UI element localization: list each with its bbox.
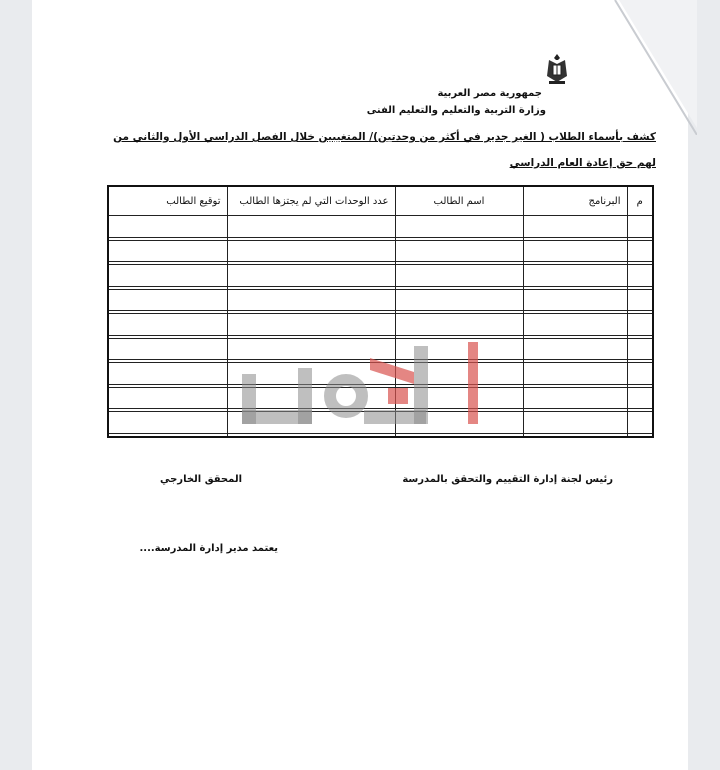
table-cell-student-name [395, 314, 523, 339]
table-cell-signature [108, 265, 227, 290]
table-cell-student-name [395, 216, 523, 241]
table-cell-signature [108, 289, 227, 314]
table-cell-signature [108, 240, 227, 265]
table-cell-number [627, 289, 653, 314]
table-row [108, 240, 653, 265]
header-ministry: وزارة التربية والتعليم والتعليم الفنى [366, 105, 546, 116]
table-cell-signature [108, 363, 227, 388]
table-cell-number [627, 240, 653, 265]
table-cell-program [523, 314, 627, 339]
table-cell-program [523, 265, 627, 290]
table-cell-program [523, 412, 627, 437]
table-cell-signature [108, 338, 227, 363]
column-header-student-name: اسم الطالب [395, 186, 523, 216]
table-row [108, 289, 653, 314]
column-header-failed-units: عدد الوحدات التي لم يجتزها الطالب [227, 186, 395, 216]
table-cell-number [627, 338, 653, 363]
table-cell-program [523, 289, 627, 314]
table-cell-number [627, 216, 653, 241]
table-cell-failed-units [227, 314, 395, 339]
table-row [108, 216, 653, 241]
table-cell-student-name [395, 240, 523, 265]
table-cell-number [627, 314, 653, 339]
table-cell-failed-units [227, 289, 395, 314]
table-cell-student-name [395, 265, 523, 290]
table-cell-number [627, 412, 653, 437]
table-cell-number [627, 387, 653, 412]
column-header-number: م [627, 186, 653, 216]
table-row [108, 265, 653, 290]
table-cell-student-name [395, 289, 523, 314]
footer-approval: يعتمد مدير إدارة المدرسة.... [139, 543, 278, 554]
page-fold-shadow [607, 0, 697, 135]
footer-external-verifier: المحقق الخارجي [159, 474, 242, 485]
table-cell-failed-units [227, 240, 395, 265]
kashkol-watermark-logo [238, 338, 488, 430]
eagle-emblem-icon [543, 52, 571, 86]
table-cell-number [627, 363, 653, 388]
column-header-program: البرنامج [523, 186, 627, 216]
table-cell-program [523, 216, 627, 241]
table-cell-signature [108, 412, 227, 437]
table-row [108, 314, 653, 339]
table-cell-signature [108, 387, 227, 412]
table-cell-program [523, 338, 627, 363]
table-cell-program [523, 363, 627, 388]
footer-committee-head: رئيس لجنة إدارة التقييم والتحقق بالمدرسة [402, 474, 613, 485]
table-cell-program [523, 387, 627, 412]
column-header-student-signature: توقيع الطالب [108, 186, 227, 216]
table-cell-signature [108, 314, 227, 339]
table-cell-failed-units [227, 265, 395, 290]
table-cell-number [627, 265, 653, 290]
table-cell-failed-units [227, 216, 395, 241]
table-cell-program [523, 240, 627, 265]
table-header-row [108, 186, 653, 216]
header-country: جمهورية مصر العربية [437, 88, 542, 99]
table-cell-signature [108, 216, 227, 241]
document-title: كشف بأسماء الطلاب ( الغير جدير في أكثر من وحدتين)/ المتغيبين خلال الفصل الدراسي الأول والثاني من لهم حق إعادة العام الدراسي [113, 131, 656, 169]
